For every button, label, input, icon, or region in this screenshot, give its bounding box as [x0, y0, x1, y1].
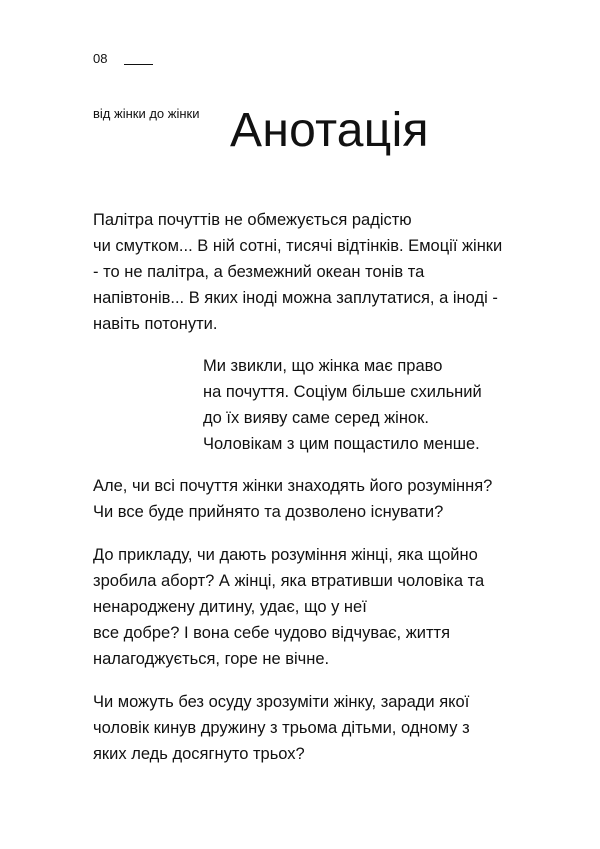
indented-paragraph: Ми звикли, що жінка має право на почуття. Соціум більше схильний до їх вияву саме серед жінок. Чоловікам з цим пощастило менше.	[203, 357, 482, 453]
page-title: Анотація	[230, 104, 429, 157]
page-number: 08	[93, 51, 108, 66]
body-paragraph-3: Але, чи всі почуття жінки знаходять його розуміння? Чи все буде прийнято та дозволено існувати?	[93, 477, 493, 521]
body-paragraph-5: Чи можуть без осуду зрозуміти жінку, заради якої чоловік кинув дружину з трьома дітьми, одному з яких ледь досягнуто трьох?	[93, 693, 470, 763]
body-paragraph-1: Палітра почуттів не обмежується радістю чи смутком... В ній сотні, тисячі відтінків. Емоції жінки - то не палітра, а безмежний океан тонів та напівтонів... В яких іноді можна заплутатися, а іноді - навіть потонути.	[93, 211, 503, 333]
page-number-rule	[124, 64, 153, 65]
body-paragraph-4: До прикладу, чи дають розуміння жінці, яка щойно зробила аборт? А жінці, яка втративши чоловіка та ненароджену дитину, удає, що у неї все добре? І вона себе чудово відчуває, життя налагоджується, горе не вічне.	[93, 546, 485, 668]
running-subtitle: від жінки до жінки	[93, 106, 200, 121]
